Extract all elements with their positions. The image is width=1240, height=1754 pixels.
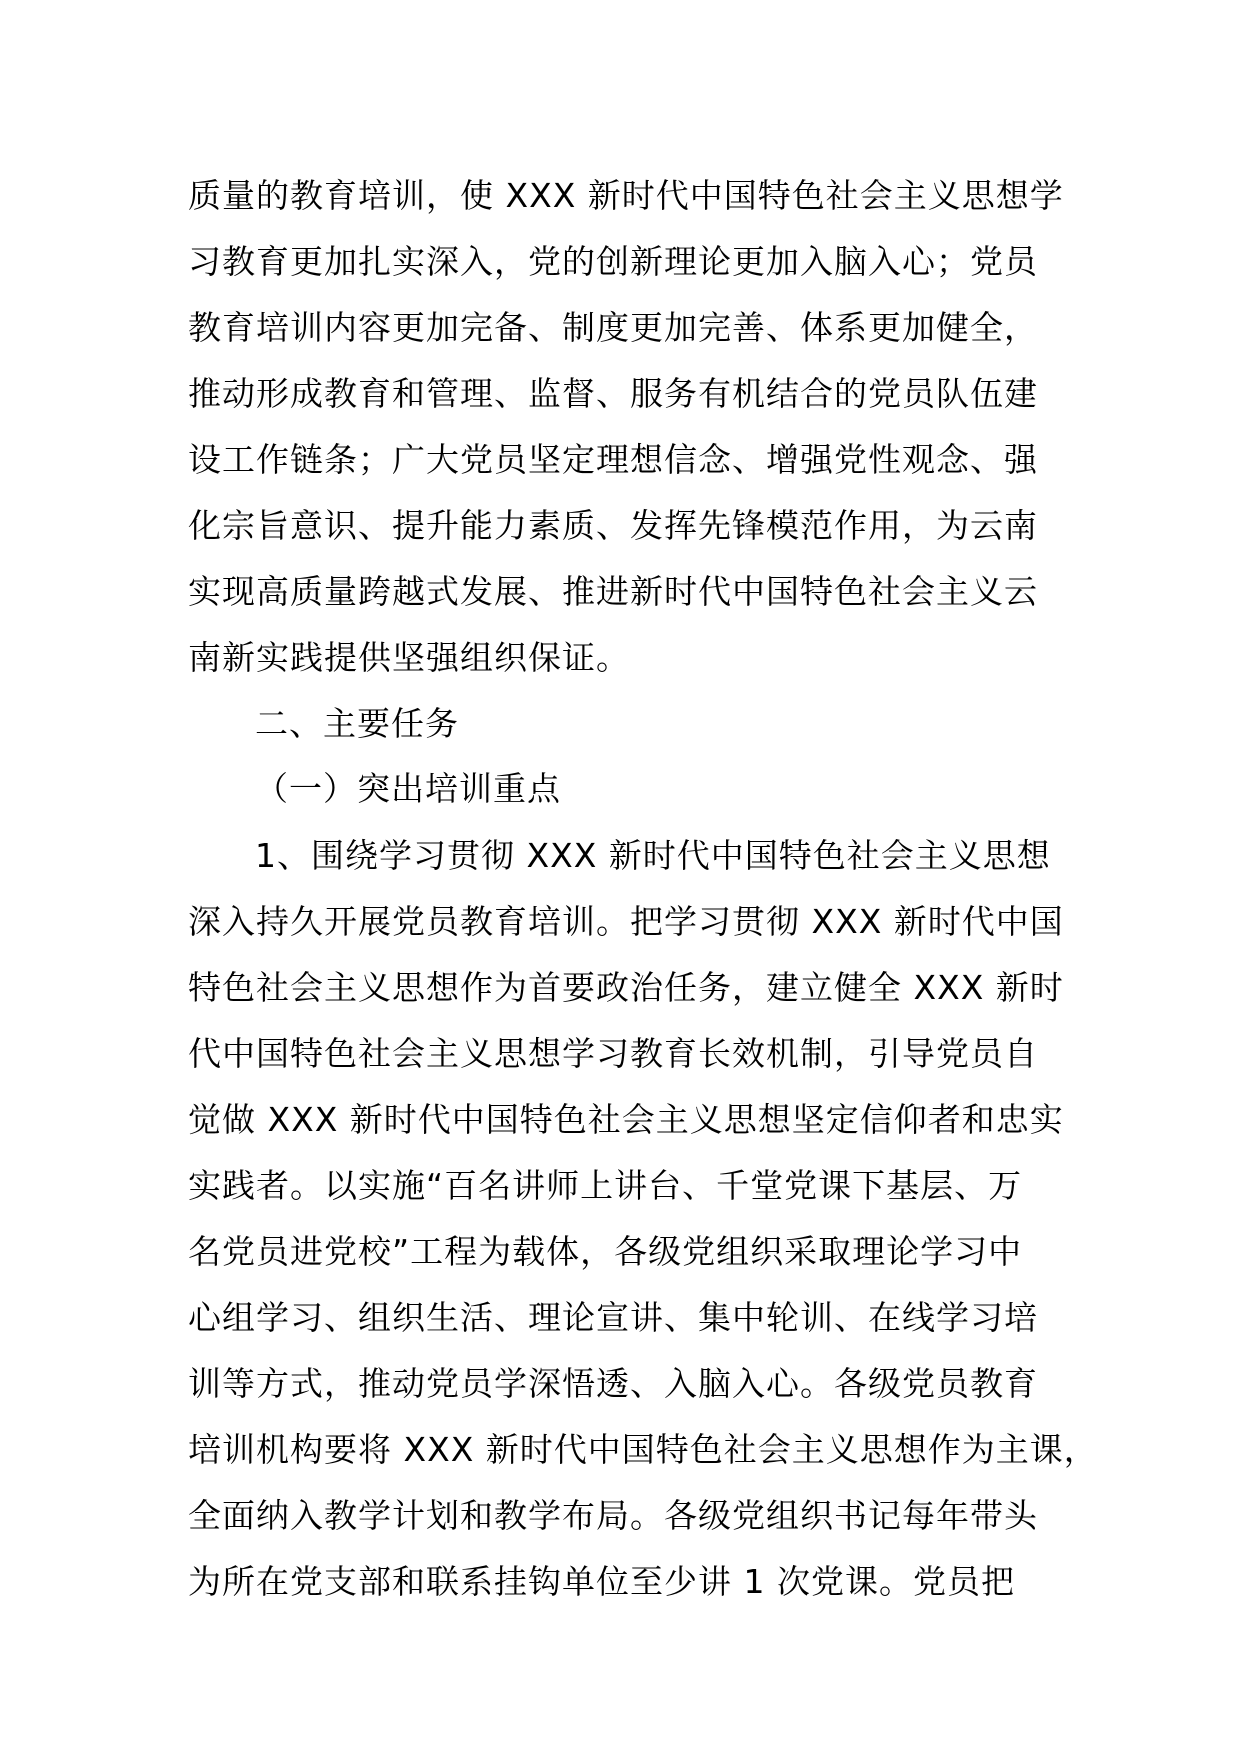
subsection-heading: （一）突出培训重点 [255, 769, 561, 808]
paragraph-line: 特色社会主义思想作为首要政治任务，建立健全 XXX 新时 [188, 968, 1064, 1007]
paragraph-line: 习教育更加扎实深入，党的创新理论更加入脑入心；党员 [188, 242, 1038, 281]
paragraph-line: 训等方式，推动党员学深悟透、入脑入心。各级党员教育 [188, 1364, 1038, 1403]
paragraph-line: 名党员进党校”工程为载体，各级党组织采取理论学习中 [188, 1232, 1023, 1271]
paragraph-line: 推动形成教育和管理、监督、服务有机结合的党员队伍建 [188, 374, 1038, 413]
paragraph-line: 南新实践提供坚强组织保证。 [188, 638, 630, 677]
paragraph-line: 化宗旨意识、提升能力素质、发挥先锋模范作用，为云南 [188, 506, 1038, 545]
paragraph-line: 觉做 XXX 新时代中国特色社会主义思想坚定信仰者和忠实 [188, 1100, 1064, 1139]
paragraph-line: 实现高质量跨越式发展、推进新时代中国特色社会主义云 [188, 572, 1038, 611]
paragraph-line: 实践者。以实施“百名讲师上讲台、千堂党课下基层、万 [188, 1166, 1023, 1205]
paragraph-line: 质量的教育培训，使 XXX 新时代中国特色社会主义思想学 [188, 176, 1064, 215]
paragraph-line: 代中国特色社会主义思想学习教育长效机制，引导党员自 [188, 1034, 1038, 1073]
section-heading: 二、主要任务 [255, 704, 459, 743]
paragraph-line: 为所在党支部和联系挂钩单位至少讲 1 次党课。党员把 [188, 1562, 1015, 1601]
paragraph-line: 培训机构要将 XXX 新时代中国特色社会主义思想作为主课， [188, 1430, 1098, 1469]
paragraph-line: 全面纳入教学计划和教学布局。各级党组织书记每年带头 [188, 1496, 1038, 1535]
paragraph-line: 心组学习、组织生活、理论宣讲、集中轮训、在线学习培 [188, 1298, 1038, 1337]
paragraph-line: 深入持久开展党员教育培训。把学习贯彻 XXX 新时代中国 [188, 902, 1064, 941]
paragraph-line: 教育培训内容更加完备、制度更加完善、体系更加健全， [188, 308, 1038, 347]
paragraph-line: 设工作链条；广大党员坚定理想信念、增强党性观念、强 [188, 440, 1038, 479]
paragraph-line: 1、围绕学习贯彻 XXX 新时代中国特色社会主义思想 [255, 836, 1051, 875]
